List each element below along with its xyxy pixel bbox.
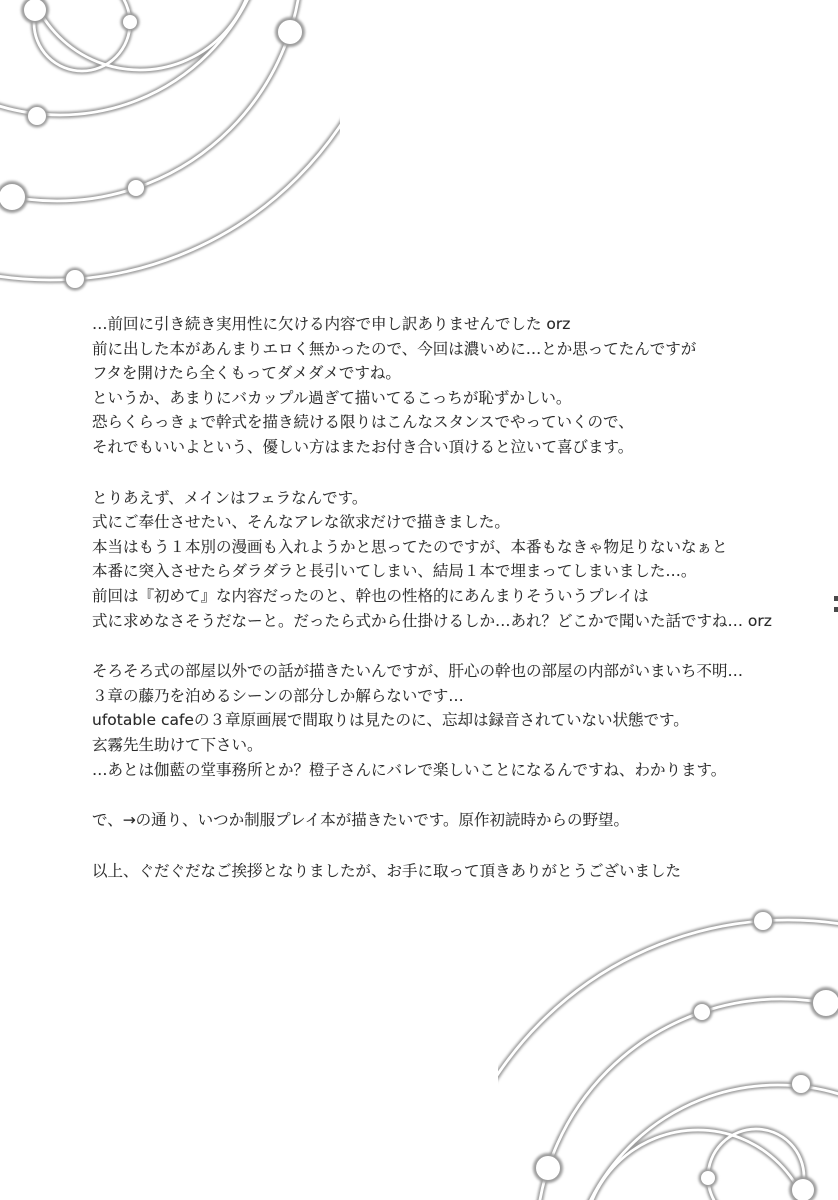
afterword-line: 前回は『初めて』な内容だったのと、幹也の性格的にあんまりそういうプレイは — [92, 586, 649, 605]
afterword-text — [92, 312, 808, 909]
afterword-line: 式にご奉仕させたい、そんなアレな欲求だけで描きました。 — [92, 513, 510, 532]
afterword-line: …前回に引き続き実用性に欠ける内容で申し訳ありませんでした orz — [92, 315, 571, 333]
afterword-paragraph — [92, 659, 808, 782]
afterword-paragraph — [92, 859, 808, 884]
afterword-line: とりあえず、メインはフェラなんです。 — [92, 488, 368, 507]
afterword-line: …あとは伽藍の堂事務所とか？橙子さんにバレで楽しいことになるんですね、わかります。 — [92, 760, 727, 779]
afterword-paragraph — [92, 808, 808, 833]
afterword-line: ３章の藤乃を泊めるシーンの部分しか解らないです… — [92, 686, 464, 705]
afterword-line: 恐らくらっきょで幹式を描き続ける限りはこんなスタンスでやっていくので、 — [92, 413, 634, 432]
afterword-line: 本当はもう１本別の漫画も入れようかと思ってたのですが、本番もなきゃ物足りないなぁと — [92, 537, 728, 556]
afterword-paragraph — [92, 486, 808, 634]
afterword-line: フタを開けたら全くもってダメダメですね。 — [92, 364, 401, 383]
scan-edge-artifact — [834, 596, 838, 601]
afterword-line: 以上、ぐだぐだなご挨拶となりましたが、お手に取って頂きありがとうございました — [92, 861, 682, 880]
orbit-rings-decoration-top-left — [0, 0, 340, 310]
scan-edge-artifact — [834, 607, 838, 612]
afterword-line: 前に出した本があんまりエロく無かったので、今回は濃いめに…とか思ってたんですが — [92, 339, 697, 358]
afterword-line: 本番に突入させたらダラダラと長引いてしまい、結局１本で埋まってしまいました…。 — [92, 562, 697, 581]
afterword-line: 玄霧先生助けて下さい。 — [92, 735, 263, 754]
afterword-line: で、→の通り、いつか制服プレイ本が描きたいです。原作初読時からの野望。 — [92, 811, 630, 830]
afterword-line: それでもいいよという、優しい方はまたお付き合い頂けると泣いて喜びます。 — [92, 437, 634, 456]
afterword-line: というか、あまりにバカップル過ぎて描いてるこっちが恥ずかしい。 — [92, 388, 572, 407]
afterword-line: ufotable cafeの３章原画展で間取りは見たのに、忘却は録音されていない状態です。 — [92, 711, 689, 730]
afterword-line: そろそろ式の部屋以外での話が描きたいんですが、肝心の幹也の部屋の内部がいまいち不明… — [92, 662, 744, 681]
afterword-paragraph — [92, 312, 808, 460]
orbit-rings-decoration-bottom-right — [498, 890, 838, 1200]
afterword-line: 式に求めなさそうだなーと。だったら式から仕掛けるしか…あれ？どこかで聞いた話ですね… orz — [92, 611, 772, 630]
